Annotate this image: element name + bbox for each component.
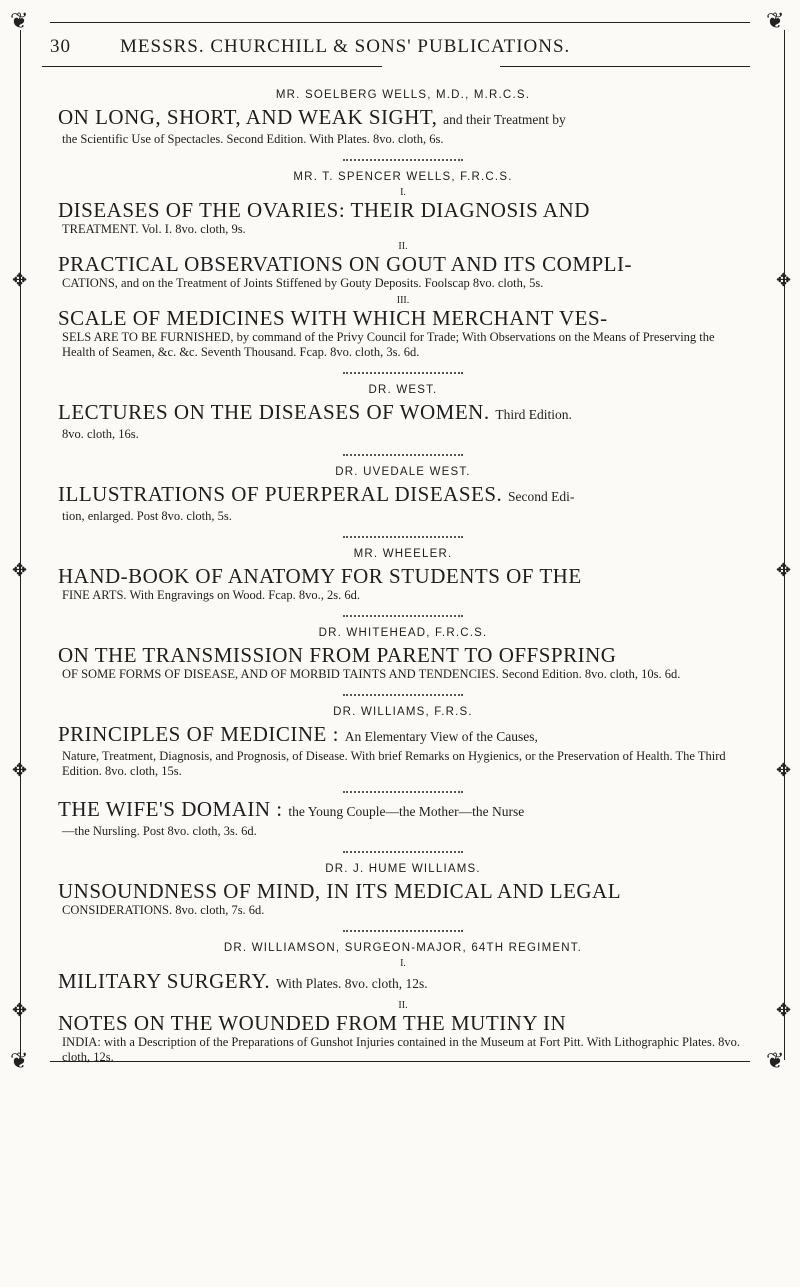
book-description: CATIONS, and on the Treatment of Joints Stiffened by Gouty Deposits. Foolscap 8vo. cloth, 5s. xyxy=(62,276,544,290)
book-title: PRACTICAL OBSERVATIONS ON GOUT AND ITS COMPLI- xyxy=(58,252,632,276)
side-ornament-icon: ✥ xyxy=(12,1000,28,1020)
volume-numeral: II. xyxy=(398,1000,408,1011)
author-heading: DR. WILLIAMS, F.R.S. xyxy=(333,706,473,718)
divider xyxy=(343,611,463,617)
side-ornament-icon: ✥ xyxy=(12,760,28,780)
divider xyxy=(343,450,463,456)
top-border xyxy=(50,22,750,23)
author-heading: MR. T. SPENCER WELLS, F.R.C.S. xyxy=(293,171,513,183)
book-title: ON THE TRANSMISSION FROM PARENT TO OFFSPRING xyxy=(58,643,617,667)
book-description: tion, enlarged. Post 8vo. cloth, 5s. xyxy=(62,509,232,523)
divider xyxy=(343,847,463,853)
page-header xyxy=(40,36,760,60)
book-title: NOTES ON THE WOUNDED FROM THE MUTINY IN xyxy=(58,1011,567,1035)
book-title: ILLUSTRATIONS OF PUERPERAL DISEASES. Second Edi- xyxy=(58,482,575,506)
running-title: MESSRS. CHURCHILL & SONS' PUBLICATIONS. xyxy=(120,36,571,57)
header-rule-right xyxy=(500,66,750,67)
volume-numeral: I. xyxy=(400,958,406,969)
book-description: —the Nursling. Post 8vo. cloth, 3s. 6d. xyxy=(62,824,257,838)
author-heading: MR. SOELBERG WELLS, M.D., M.R.C.S. xyxy=(275,89,531,101)
side-ornament-icon: ✥ xyxy=(776,560,792,580)
author-heading: DR. WHITEHEAD, F.R.C.S. xyxy=(318,627,488,639)
book-entry xyxy=(58,722,748,779)
book-entry xyxy=(58,1000,748,1065)
book-title: LECTURES ON THE DISEASES OF WOMEN. Third Edition. xyxy=(58,400,572,424)
book-entry xyxy=(58,241,748,291)
book-entry xyxy=(58,879,748,918)
right-border xyxy=(784,30,785,1060)
corner-ornament-icon: ❦ xyxy=(10,8,29,33)
corner-ornament-icon: ❦ xyxy=(766,1048,785,1073)
divider xyxy=(343,155,463,161)
book-title: DISEASES OF THE OVARIES: THEIR DIAGNOSIS AND xyxy=(58,198,590,222)
book-description: OF SOME FORMS OF DISEASE, AND OF MORBID TAINTS AND TENDENCIES. Second Edition. 8vo. cloth, 10s. 6d. xyxy=(62,667,681,681)
author-heading: DR. UVEDALE WEST. xyxy=(335,466,471,478)
book-title: SCALE OF MEDICINES WITH WHICH MERCHANT VES- xyxy=(58,306,608,330)
header-rule-left xyxy=(42,66,382,67)
book-title: UNSOUNDNESS OF MIND, IN ITS MEDICAL AND LEGAL xyxy=(58,879,622,903)
divider xyxy=(343,368,463,374)
corner-ornament-icon: ❦ xyxy=(766,8,785,33)
book-description: the Scientific Use of Spectacles. Second Edition. With Plates. 8vo. cloth, 6s. xyxy=(62,132,444,146)
side-ornament-icon: ✥ xyxy=(776,270,792,290)
book-title: MILITARY SURGERY. With Plates. 8vo. cloth, 12s. xyxy=(58,969,428,993)
corner-ornament-icon: ❦ xyxy=(10,1048,29,1073)
book-entry xyxy=(58,797,748,839)
book-entry xyxy=(58,564,748,603)
left-border xyxy=(20,30,21,1060)
book-entry xyxy=(58,643,748,682)
book-entry xyxy=(58,295,748,360)
book-description: FINE ARTS. With Engravings on Wood. Fcap. 8vo., 2s. 6d. xyxy=(62,588,360,602)
book-description: INDIA: with a Description of the Preparations of Gunshot Injuries contained in the Museum at Fort Pitt. With Lithographic Plates. 8vo. cloth, 12s. xyxy=(62,1035,740,1064)
side-ornament-icon: ✥ xyxy=(776,1000,792,1020)
side-ornament-icon: ✥ xyxy=(776,760,792,780)
divider xyxy=(343,532,463,538)
author-heading: DR. J. HUME WILLIAMS. xyxy=(325,863,481,875)
side-ornament-icon: ✥ xyxy=(12,270,28,290)
book-title: THE WIFE'S DOMAIN : the Young Couple—the Mother—the Nurse xyxy=(58,797,525,821)
catalogue-content xyxy=(58,79,748,1069)
divider xyxy=(343,926,463,932)
author-heading: MR. WHEELER. xyxy=(353,548,453,560)
divider xyxy=(343,690,463,696)
book-entry xyxy=(58,187,748,237)
book-description: TREATMENT. Vol. I. 8vo. cloth, 9s. xyxy=(62,222,246,236)
book-description: Nature, Treatment, Diagnosis, and Prognosis, of Disease. With brief Remarks on Hygienics, or the Preservation of Health. The Third Edition. 8vo. cloth, 15s. xyxy=(62,749,726,778)
author-heading: DR. WEST. xyxy=(368,384,438,396)
book-entry xyxy=(58,400,748,442)
volume-numeral: I. xyxy=(400,187,406,198)
book-title: PRINCIPLES OF MEDICINE : An Elementary View of the Causes, xyxy=(58,722,538,746)
book-entry xyxy=(58,958,748,996)
side-ornament-icon: ✥ xyxy=(12,560,28,580)
book-description: SELS ARE TO BE FURNISHED, by command of the Privy Council for Trade; With Observations on the Means of Preserving the Health of Seamen, &c. &c. Seventh Thousand. Fcap. 8vo. cloth, 3s. 6d. xyxy=(62,330,715,359)
author-heading: DR. WILLIAMSON, SURGEON-MAJOR, 64TH REGIMENT. xyxy=(223,942,583,954)
volume-numeral: II. xyxy=(398,241,408,252)
book-title: HAND-BOOK OF ANATOMY FOR STUDENTS OF THE xyxy=(58,564,582,588)
book-entry xyxy=(58,105,748,147)
book-entry xyxy=(58,482,748,524)
volume-numeral: III. xyxy=(396,295,410,306)
divider xyxy=(343,787,463,793)
book-title: ON LONG, SHORT, AND WEAK SIGHT, and their Treatment by xyxy=(58,105,566,129)
page-number: 30 xyxy=(50,36,71,57)
book-description: CONSIDERATIONS. 8vo. cloth, 7s. 6d. xyxy=(62,903,265,917)
book-description: 8vo. cloth, 16s. xyxy=(62,427,139,441)
